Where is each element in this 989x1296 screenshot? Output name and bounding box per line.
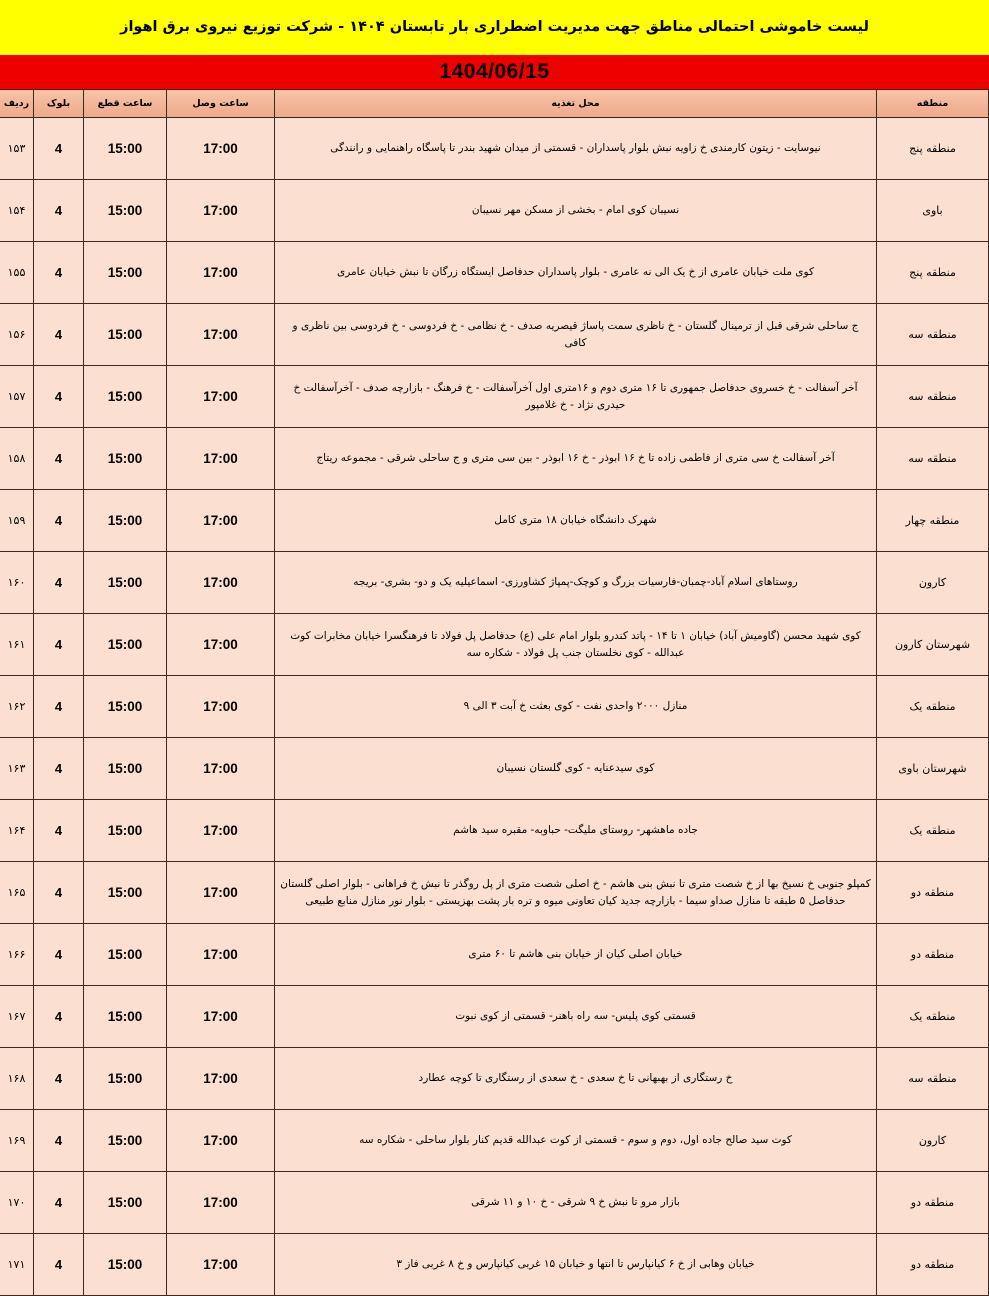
cell-block: 4 xyxy=(34,366,84,428)
table-row xyxy=(0,862,989,924)
cell-reconnect-time: 17:00 xyxy=(167,924,275,986)
table-header-row xyxy=(0,90,989,118)
cell-row-no: ۱۶۱ xyxy=(0,614,34,676)
cell-disconnect-time: 15:00 xyxy=(84,1234,167,1296)
table-row xyxy=(0,552,989,614)
cell-reconnect-time: 17:00 xyxy=(167,304,275,366)
table-row xyxy=(0,180,989,242)
cell-region: شهرستان باوی xyxy=(877,738,989,800)
schedule-date: 1404/06/15 xyxy=(439,60,550,83)
cell-row-no: ۱۵۵ xyxy=(0,242,34,304)
cell-disconnect-time: 15:00 xyxy=(84,552,167,614)
cell-disconnect-time: 15:00 xyxy=(84,676,167,738)
title-banner xyxy=(0,0,989,55)
cell-place: کوت سید صالح جاده اول، دوم و سوم - قسمتی از کوت عبدالله قدیم کنار بلوار ساحلی - شکاره سه xyxy=(275,1110,877,1172)
cell-disconnect-time: 15:00 xyxy=(84,428,167,490)
cell-row-no: ۱۶۹ xyxy=(0,1110,34,1172)
cell-row-no: ۱۵۴ xyxy=(0,180,34,242)
cell-disconnect-time: 15:00 xyxy=(84,1048,167,1110)
cell-place: بازار مرو تا نبش خ ۹ شرقی - خ ۱۰ و ۱۱ شرقی xyxy=(275,1172,877,1234)
cell-region: باوی xyxy=(877,180,989,242)
column-header-block: بلوک xyxy=(34,90,84,118)
cell-place: ج ساحلی شرقی قبل از ترمینال گلستان - خ ناظری سمت پاساژ قیصریه صدف - خ نظامی - خ فردوسی - خ فردوسی بین ناظری و کافی xyxy=(275,304,877,366)
cell-reconnect-time: 17:00 xyxy=(167,366,275,428)
cell-reconnect-time: 17:00 xyxy=(167,242,275,304)
cell-block: 4 xyxy=(34,862,84,924)
cell-row-no: ۱۷۰ xyxy=(0,1172,34,1234)
cell-disconnect-time: 15:00 xyxy=(84,366,167,428)
table-row xyxy=(0,490,989,552)
cell-region: منطقه دو xyxy=(877,1234,989,1296)
cell-block: 4 xyxy=(34,800,84,862)
column-header-row-no: ردیف xyxy=(0,90,34,118)
cell-block: 4 xyxy=(34,738,84,800)
cell-disconnect-time: 15:00 xyxy=(84,986,167,1048)
cell-disconnect-time: 15:00 xyxy=(84,862,167,924)
cell-region: منطقه دو xyxy=(877,924,989,986)
date-banner xyxy=(0,55,989,89)
cell-row-no: ۱۵۹ xyxy=(0,490,34,552)
cell-disconnect-time: 15:00 xyxy=(84,738,167,800)
table-row xyxy=(0,738,989,800)
cell-reconnect-time: 17:00 xyxy=(167,428,275,490)
table-row xyxy=(0,676,989,738)
table-row xyxy=(0,1172,989,1234)
cell-place: روستاهای اسلام آباد-چمبان-فارسیات بزرگ و کوچک-پمپاژ کشاورزی- اسماعیلیه یک و دو- بشری- بریجه xyxy=(275,552,877,614)
cell-reconnect-time: 17:00 xyxy=(167,118,275,180)
table-row xyxy=(0,986,989,1048)
cell-row-no: ۱۵۷ xyxy=(0,366,34,428)
cell-row-no: ۱۶۳ xyxy=(0,738,34,800)
cell-row-no: ۱۵۳ xyxy=(0,118,34,180)
cell-place: خ رستگاری از بهبهانی تا خ سعدی - خ سعدی از رستگاری تا کوچه عطارد xyxy=(275,1048,877,1110)
cell-place: کمپلو جنوبی خ نسیخ بها از خ شصت متری تا نبش بنی هاشم - خ اصلی شصت متری از پل روگذر تا نبش خ فراهانی - بلوار اصلی گلستان حدفاصل ۵ طبقه تا منازل صداو سیما - بازارچه جدید کیان تعاونی میوه و تره بار پشت بهزیستی - بلوار نور منازل منابع طبیعی xyxy=(275,862,877,924)
cell-region: منطقه سه xyxy=(877,1048,989,1110)
cell-reconnect-time: 17:00 xyxy=(167,614,275,676)
table-row xyxy=(0,1110,989,1172)
cell-block: 4 xyxy=(34,552,84,614)
cell-region: منطقه یک xyxy=(877,986,989,1048)
table-row xyxy=(0,118,989,180)
cell-block: 4 xyxy=(34,1048,84,1110)
cell-region: کارون xyxy=(877,552,989,614)
cell-place: کوی ملت خیابان عامری از خ یک الی نه عامری - بلوار پاسداران حدفاصل ایستگاه زرگان تا نبش خیابان عامری xyxy=(275,242,877,304)
cell-disconnect-time: 15:00 xyxy=(84,490,167,552)
cell-region: منطقه پنج xyxy=(877,242,989,304)
cell-disconnect-time: 15:00 xyxy=(84,304,167,366)
cell-reconnect-time: 17:00 xyxy=(167,800,275,862)
cell-place: جاده ماهشهر- روستای ملیگت- حباوبه- مقبره سید هاشم xyxy=(275,800,877,862)
cell-row-no: ۱۶۵ xyxy=(0,862,34,924)
cell-block: 4 xyxy=(34,428,84,490)
cell-reconnect-time: 17:00 xyxy=(167,552,275,614)
cell-reconnect-time: 17:00 xyxy=(167,490,275,552)
cell-place: قسمتی کوی پلیس- سه راه باهنر- قسمتی از کوی نبوت xyxy=(275,986,877,1048)
cell-place: خیابان اصلی کیان از خیابان بنی هاشم تا ۶۰ متری xyxy=(275,924,877,986)
cell-reconnect-time: 17:00 xyxy=(167,1048,275,1110)
cell-region: منطقه پنج xyxy=(877,118,989,180)
cell-row-no: ۱۵۸ xyxy=(0,428,34,490)
cell-reconnect-time: 17:00 xyxy=(167,180,275,242)
table-row xyxy=(0,366,989,428)
cell-reconnect-time: 17:00 xyxy=(167,676,275,738)
cell-row-no: ۱۶۷ xyxy=(0,986,34,1048)
cell-place: منازل ۲۰۰۰ واحدی نفت - کوی بعثت خ آبت ۳ الی ۹ xyxy=(275,676,877,738)
cell-disconnect-time: 15:00 xyxy=(84,924,167,986)
cell-reconnect-time: 17:00 xyxy=(167,986,275,1048)
cell-disconnect-time: 15:00 xyxy=(84,242,167,304)
cell-block: 4 xyxy=(34,1110,84,1172)
cell-block: 4 xyxy=(34,1172,84,1234)
cell-disconnect-time: 15:00 xyxy=(84,118,167,180)
cell-place: شهرک دانشگاه خیابان ۱۸ متری کامل xyxy=(275,490,877,552)
cell-block: 4 xyxy=(34,614,84,676)
cell-block: 4 xyxy=(34,180,84,242)
cell-block: 4 xyxy=(34,986,84,1048)
cell-row-no: ۱۶۴ xyxy=(0,800,34,862)
cell-row-no: ۱۶۶ xyxy=(0,924,34,986)
cell-region: منطقه سه xyxy=(877,304,989,366)
table-row xyxy=(0,614,989,676)
cell-region: شهرستان کارون xyxy=(877,614,989,676)
cell-row-no: ۱۵۶ xyxy=(0,304,34,366)
cell-disconnect-time: 15:00 xyxy=(84,800,167,862)
cell-place: نیوسایت - زیتون کارمندی خ زاویه نبش بلوار پاسداران - قسمتی از میدان شهید بندر تا پاسگاه راهنمایی و رانندگی xyxy=(275,118,877,180)
cell-place: نسیبان کوی امام - بخشی از مسکن مهر نسیبان xyxy=(275,180,877,242)
cell-region: منطقه سه xyxy=(877,428,989,490)
cell-reconnect-time: 17:00 xyxy=(167,862,275,924)
cell-disconnect-time: 15:00 xyxy=(84,1110,167,1172)
cell-disconnect-time: 15:00 xyxy=(84,614,167,676)
table-body xyxy=(0,118,989,1296)
cell-reconnect-time: 17:00 xyxy=(167,1110,275,1172)
cell-row-no: ۱۶۰ xyxy=(0,552,34,614)
cell-place: کوی سیدعنایه - کوی گلستان نسیبان xyxy=(275,738,877,800)
cell-disconnect-time: 15:00 xyxy=(84,1172,167,1234)
cell-region: منطقه سه xyxy=(877,366,989,428)
table-row xyxy=(0,428,989,490)
cell-block: 4 xyxy=(34,1234,84,1296)
cell-reconnect-time: 17:00 xyxy=(167,1172,275,1234)
cell-row-no: ۱۷۱ xyxy=(0,1234,34,1296)
cell-region: منطقه دو xyxy=(877,862,989,924)
cell-place: کوی شهید محسن (گاومیش آباد) خیابان ۱ تا ۱۴ - پاتد کندرو بلوار امام علی (ع) حدفاصل پل فولاد تا فرهنگسرا خیابان مخابرات کوت عبدالله - کوی نخلستان جنب پل فولاد - شکاره سه xyxy=(275,614,877,676)
cell-region: منطقه چهار xyxy=(877,490,989,552)
column-header-reconnect-time: ساعت وصل xyxy=(167,90,275,118)
table-header xyxy=(0,90,989,118)
page-title: لیست خاموشی احتمالی مناطق جهت مدیریت اضطراری بار تابستان ۱۴۰۴ - شرکت توزیع نیروی برق اهواز xyxy=(120,18,869,35)
cell-block: 4 xyxy=(34,924,84,986)
table-row xyxy=(0,1234,989,1296)
outage-table xyxy=(0,89,989,1296)
column-header-place: محل تغذیه xyxy=(275,90,877,118)
cell-block: 4 xyxy=(34,242,84,304)
cell-row-no: ۱۶۸ xyxy=(0,1048,34,1110)
column-header-region: منطقه xyxy=(877,90,989,118)
cell-block: 4 xyxy=(34,490,84,552)
cell-place: خیابان وهابی از خ ۶ کیانپارس تا انتها و خیابان ۱۵ غربی کیانپارس و خ ۸ غربی فاز ۳ xyxy=(275,1234,877,1296)
table-row xyxy=(0,800,989,862)
cell-region: منطقه یک xyxy=(877,800,989,862)
cell-region: منطقه دو xyxy=(877,1172,989,1234)
cell-disconnect-time: 15:00 xyxy=(84,180,167,242)
cell-block: 4 xyxy=(34,118,84,180)
cell-row-no: ۱۶۲ xyxy=(0,676,34,738)
cell-reconnect-time: 17:00 xyxy=(167,1234,275,1296)
table-row xyxy=(0,304,989,366)
cell-place: آخر آسفالت - خ خسروی حدفاصل جمهوری تا ۱۶ متری دوم و ۱۶متری اول آخرآسفالت - خ فرهنگ - بازارچه صدف - آخرآسفالت خ حیدری نژاد - خ غلامپور xyxy=(275,366,877,428)
column-header-disconnect-time: ساعت قطع xyxy=(84,90,167,118)
table-row xyxy=(0,1048,989,1110)
table-row xyxy=(0,924,989,986)
table-row xyxy=(0,242,989,304)
cell-region: کارون xyxy=(877,1110,989,1172)
cell-place: آخر آسفالت خ سی متری از فاطمی زاده تا خ ۱۶ ابوذر - خ ۱۶ ابوذر - بین سی متری و ج ساحلی شرقی - مجموعه ریتاج xyxy=(275,428,877,490)
cell-block: 4 xyxy=(34,304,84,366)
cell-region: منطقه یک xyxy=(877,676,989,738)
cell-block: 4 xyxy=(34,676,84,738)
cell-reconnect-time: 17:00 xyxy=(167,738,275,800)
